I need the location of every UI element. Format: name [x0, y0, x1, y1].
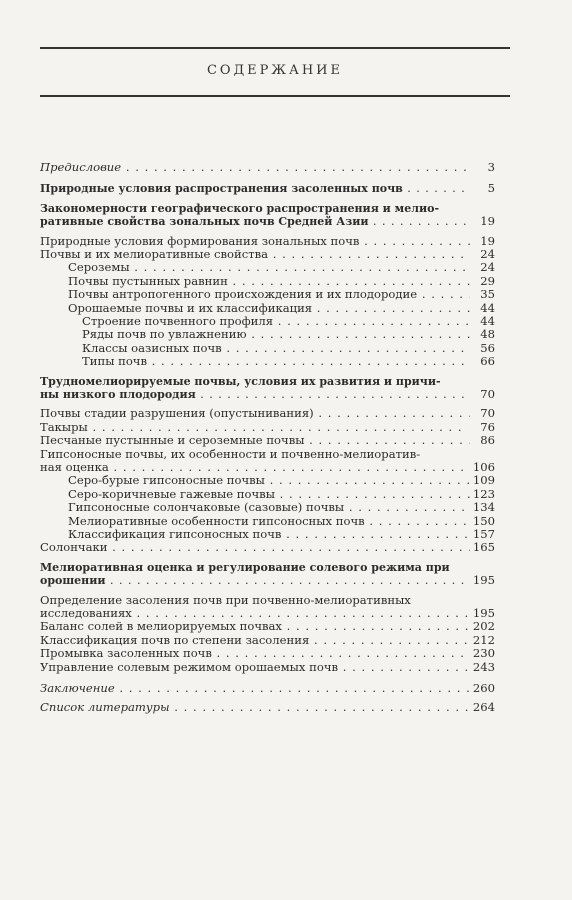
toc-entry-title: Список литературы . .	[40, 700, 470, 715]
toc-page-number: 202	[472, 619, 495, 634]
toc-entry-title: Гипсоносные почвы, их особенности и почвенно-мелиоратив-	[40, 446, 421, 461]
toc-entry-title: Управление солевым режимом орошаемых почв . .	[40, 660, 470, 675]
toc-entry-title: Серо-коричневые гажевые почвы . .	[68, 487, 470, 502]
toc-entry-title: Типы почв . .	[82, 354, 470, 369]
top-rule	[40, 47, 510, 49]
toc-entry-title: Промывка засоленных почв . .	[40, 646, 470, 661]
toc-page-number: 48	[480, 327, 495, 342]
toc-entry-title: ная оценка . .	[40, 460, 470, 475]
toc-entry-title: Песчаные пустынные и сероземные почвы . .	[40, 433, 470, 448]
toc-page-number: 66	[480, 354, 495, 369]
toc-entry-title: Мелиоративные особенности гипсоносных почв . .	[68, 514, 470, 529]
toc-entry-title: Почвы стадии разрушения (опустынивания) . .	[40, 406, 470, 421]
toc-entry-title: Строение почвенного профиля . .	[82, 314, 470, 329]
toc-entry-title: Такыры . .	[40, 420, 470, 435]
toc-page-number: 150	[472, 513, 495, 528]
toc-page-number: 35	[480, 287, 495, 302]
toc-entry-title: орошении . .	[40, 573, 470, 588]
toc-page-number: 19	[480, 233, 495, 248]
toc-entry-title: Мелиоративная оценка и регулирование солевого режима при	[40, 560, 450, 574]
toc-page-number: 195	[472, 573, 495, 588]
toc-page-number: 123	[472, 486, 495, 501]
toc-page-number: 243	[472, 659, 495, 674]
toc-page-number: 19	[480, 214, 495, 229]
toc-entry-title: Трудномелиорируемые почвы, условия их развития и причи-	[40, 374, 441, 388]
toc-page-number: 157	[472, 527, 495, 541]
toc-entry-title: Баланс солей в мелиорируемых почвах . .	[40, 619, 470, 634]
toc-entry-title: Солончаки . .	[40, 540, 470, 555]
toc-entry-title: Определение засоления почв при почвенно-мелиоративных	[40, 592, 411, 607]
toc-entry-title: ративные свойства зональных почв Средней Азии . .	[40, 214, 470, 229]
toc-page-number: 106	[472, 460, 495, 474]
toc-page-number: 24	[480, 247, 495, 261]
toc-page-number: 44	[480, 300, 495, 315]
toc-entry-title: Гипсоносные солончаковые (сазовые) почвы . .	[68, 500, 470, 515]
toc-page-number: 70	[480, 387, 495, 401]
toc-entry-title: исследованиях . .	[40, 606, 470, 621]
toc-entry-title: Почвы и их мелиоративные свойства . .	[40, 247, 470, 262]
toc-entry-title: Почвы пустынных равнин . .	[68, 274, 470, 289]
toc-page-number: 3	[487, 160, 495, 174]
toc-page-number: 134	[472, 500, 495, 515]
toc-entry-title: Природные условия распространения засоленных почв . .	[40, 181, 470, 196]
toc-page-number: 70	[480, 406, 495, 421]
toc-page-number: 86	[480, 433, 495, 448]
toc-entry-title: Классификация почв по степени засоления . .	[40, 633, 470, 648]
toc-entry-title: Орошаемые почвы и их классификация . .	[68, 301, 470, 316]
toc-entry-title: Серо-бурые гипсоносные почвы . .	[68, 473, 470, 488]
toc-entry-title: ны низкого плодородия . .	[40, 387, 470, 402]
toc-entry-title: Почвы антропогенного происхождения и их плодородие . .	[68, 287, 470, 302]
toc-entry-title: Закономерности географического распространения и мелио-	[40, 201, 440, 215]
toc-entry-title: Заключение . .	[40, 681, 470, 696]
toc-page-number: 212	[472, 632, 495, 647]
toc-page-number: 5	[487, 181, 495, 196]
toc-entry-title: Классификация гипсоносных почв . .	[68, 527, 470, 542]
bottom-rule	[40, 95, 510, 97]
toc-page-number: 44	[480, 314, 495, 328]
toc-entry-title: Сероземы . .	[68, 260, 470, 275]
toc-page-number: 29	[480, 273, 495, 288]
toc-page-number: 195	[472, 606, 495, 620]
toc-page-number: 24	[480, 260, 495, 275]
toc-page-number: 109	[472, 473, 495, 488]
toc-page-number: 76	[480, 419, 495, 434]
toc-entry-title: Природные условия формирования зональных почв . .	[40, 234, 470, 249]
toc-entry-title: Классы оазисных почв . .	[82, 341, 470, 356]
page-title: СОДЕРЖАНИЕ	[206, 63, 344, 78]
toc-entry-title: Предисловие . .	[40, 160, 470, 175]
toc-page-number: 260	[472, 681, 495, 695]
toc-page-number: 56	[480, 340, 495, 355]
toc-page-number: 264	[472, 700, 495, 715]
toc-page-number: 230	[472, 646, 495, 661]
toc-entry-title: Ряды почв по увлажнению . .	[82, 327, 470, 342]
toc-page-number: 165	[472, 540, 495, 555]
